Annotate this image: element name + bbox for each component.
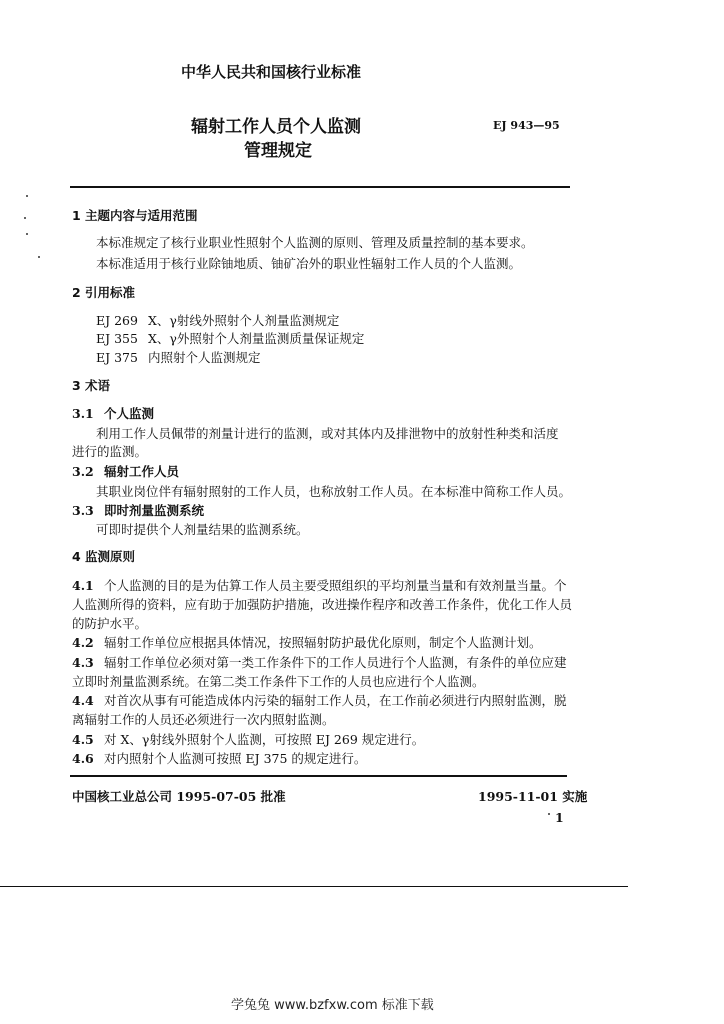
reference-code: EJ 355 [96,331,138,346]
org-title: 中华人民共和国核行业标准 [181,63,362,81]
scan-mark [38,256,40,258]
term-number: 3.3 [72,503,94,518]
term-number: 3.2 [72,464,94,479]
clause-number: 4.4 [72,693,94,708]
approval-line: 中国核工业总公司 1995-07-05 批准 [72,789,286,804]
clause-text: 离辐射工作的人员还必须进行一次内照射监测。 [72,712,335,727]
clause-text: 立即时剂量监测系统。在第二类工作条件下工作的人员也应进行个人监测。 [72,674,485,689]
clause-text: 辐射工作单位应根据具体情况，按照辐射防护最优化原则，制定个人监测计划。 [104,635,542,650]
term-definition: 进行的监测。 [72,444,148,459]
term-title: 辐射工作人员 [104,464,180,479]
scan-mark [24,217,26,219]
reference-title: X、γ外照射个人剂量监测质量保证规定 [148,331,365,346]
reference-title: X、γ射线外照射个人剂量监测规定 [148,313,340,328]
clause-number: 4.3 [72,655,94,670]
section-3-heading: 3 术语 [72,378,111,393]
term-definition: 可即时提供个人剂量结果的监测系统。 [96,522,309,537]
term-definition: 其职业岗位伴有辐射照射的工作人员，也称放射工作人员。在本标准中简称工作人员。 [96,484,572,499]
doc-title-line1: 辐射工作人员个人监测 [191,117,361,137]
page-bottom-rule [0,886,628,887]
clause-text: 的防护水平。 [72,616,148,631]
footer-rule [70,775,567,777]
term-title: 个人监测 [104,406,155,421]
clause-number: 4.2 [72,635,94,650]
header-rule [70,186,570,188]
clause-text: 对 X、γ射线外照射个人监测，可按照 EJ 269 规定进行。 [104,732,425,747]
reference-title: 内照射个人监测规定 [148,350,261,365]
term-definition: 利用工作人员佩带的剂量计进行的监测，或对其体内及排泄物中的放射性种类和活度 [96,426,559,441]
doc-title-line2: 管理规定 [244,141,312,161]
clause-text: 对内照射个人监测可按照 EJ 375 的规定进行。 [104,751,367,766]
section-1-heading: 1 主题内容与适用范围 [72,208,198,223]
scan-mark [26,195,28,197]
section-1-para-1: 本标准规定了核行业职业性照射个人监测的原则、管理及质量控制的基本要求。 [96,235,534,250]
clause-number: 4.6 [72,751,94,766]
effective-date: 1995-11-01 实施 [478,789,588,804]
section-4-heading: 4 监测原则 [72,549,136,564]
clause-number: 4.5 [72,732,94,747]
section-2-heading: 2 引用标准 [72,285,136,300]
reference-code: EJ 375 [96,350,138,365]
page-number: 1 [555,810,564,825]
scan-mark [548,813,550,815]
clause-text: 个人监测的目的是为估算工作人员主要受照组织的平均剂量当量和有效剂量当量。个 [104,578,567,593]
clause-text: 对首次从事有可能造成体内污染的辐射工作人员，在工作前必须进行内照射监测，脱 [104,693,567,708]
section-1-para-2: 本标准适用于核行业除铀地质、铀矿冶外的职业性辐射工作人员的个人监测。 [96,256,522,271]
clause-text: 人监测所得的资料，应有助于加强防护措施，改进操作程序和改善工作条件，优化工作人员 [72,597,573,612]
clause-text: 辐射工作单位必须对第一类工作条件下的工作人员进行个人监测，有条件的单位应建 [104,655,567,670]
clause-number: 4.1 [72,578,94,593]
term-title: 即时剂量监测系统 [104,503,205,518]
watermark: 学兔兔 www.bzfxw.com 标准下载 [231,998,434,1013]
term-number: 3.1 [72,406,94,421]
scan-mark [26,233,28,235]
standard-code: EJ 943—95 [493,119,560,132]
reference-code: EJ 269 [96,313,138,328]
